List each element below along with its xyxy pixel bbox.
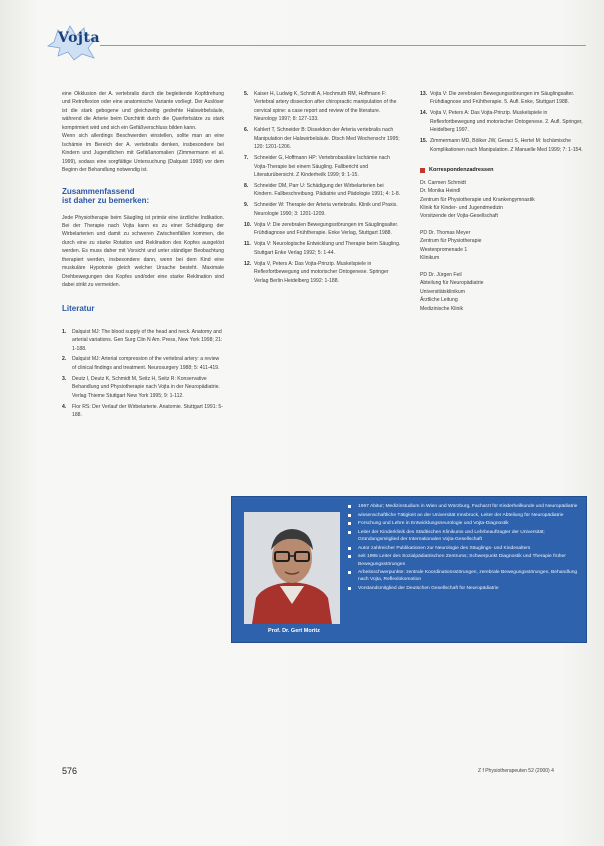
column-3	[420, 90, 586, 321]
reference-list	[244, 90, 404, 285]
journal-footer: Z f Physiotherapeuten 52 (2000) 4	[478, 768, 554, 774]
reference-item: 14. Vojta V, Peters A: Das Vojta-Prinzip. Muskelspiele in Reflexfortbewegung und motorischer Ontogenese. 2. Aufl. Springer, Heidelberg 1997.	[420, 110, 583, 134]
reference-item: 9. Schneider W: Therapie der Arteria vertebralis. Klinik und Praxis. Neurologie 1990; 3: 1201-1209.	[244, 202, 398, 217]
reference-item: 10. Vojta V: Die zerebralen Bewegungsstörungen im Säuglingsalter. Frühdiagnose und Frühtherapie. Enke Verlag, Stuttgart 1988.	[244, 221, 399, 237]
bio-item: Forschung und Lehre in Entwicklungsneurologie und Vojta-Diagnostik	[346, 520, 582, 527]
reference-item: 2. Dalquist MJ: Arterial compression of the vertebral artery: a review of clinical findings and treatment. Neurosurgery 1988; 5: 411-419.	[62, 356, 220, 371]
bio-item: wissenschaftliche Tätigkeit an der Universität Innsbruck, Leiter der Abteilung für Neuropädiatrie	[346, 512, 582, 519]
header-rule	[100, 45, 586, 46]
reference-item: 13. Vojta V: Die zerebralen Bewegungsstörungen im Säuglingsalter. Frühdiagnose und Frühtherapie. 5. Aufl. Enke, Stuttgart 1988.	[420, 91, 575, 106]
portrait-icon	[244, 512, 340, 624]
correspondence-addresses	[420, 179, 586, 313]
reference-list	[62, 328, 224, 420]
logo-text: Vojta	[58, 30, 101, 46]
address-block: PD Dr. Thomas Meyer Zentrum für Physiotherapie Westenpromenade 1 Klinikum	[420, 229, 482, 262]
bio-item: Vorstandsmitglied der Deutschen Gesellschaft für Neuropädiatrie	[346, 585, 582, 592]
address-block: Dr. Carmen Schmidt Dr. Monika Heindl Zentrum für Physiotherapie und Krankengymnastik Klinik für Kinder- und Jugendmedizin Vorsitzende der Vojta-Gesellschaft	[420, 179, 535, 220]
reference-item: 8. Schneider DM, Parr U: Schädigung der Wirbelarterien bei Kindern. Fallbeschreibung. Pädiatrie und Pädologie 1991; 4: 1-8.	[244, 183, 401, 198]
reference-item: 1. Dalquist MJ: The blood supply of the head and neck. Anatomy and arterial variations. Gen Surg Clin N Am. Press, New York 1998; 21: 1-188.	[62, 328, 223, 352]
bio-item: 1967 Abitur; Medizinstudium in Wien und Würzburg, Facharzt für Kinderheilkunde und Neuropädiatrie	[346, 503, 582, 510]
bio-item: Arbeitsschwerpunkte: zentrale Koordinationsstörungen, zerebrale Bewegungsstörungen, Behandlung nach Vojta, Reflexlokomotion	[346, 569, 582, 584]
reference-item: 6. Kahlert T, Schneider B: Dissektion der Arteria vertebralis nach Manipulation der Halswirbelsäule. Dtsch Med Wochenschr 1995; 120: 1201-1206.	[244, 127, 400, 151]
bio-item: Leiter der Kinderklinik des Städtischen Klinikums und Lehrbeauftragter der Universität; Gründungsmitglied der Internationalen Vojta-Gesellschaft	[346, 529, 582, 544]
bio-item: Autor zahlreicher Publikationen zur Neurologie des Säuglings- und Kindesalters	[346, 545, 582, 552]
reference-item: 11. Vojta V: Neurologische Entwicklung und Therapie beim Säugling. Stuttgart Enke Verlag 1992; 5: 1-44.	[244, 241, 401, 256]
page-number: 576	[62, 766, 78, 776]
address-block: PD Dr. Jürgen Feil Abteilung für Neuropädiatrie Universitätsklinikum Ärztliche Leitung Medizinische Klinik	[420, 271, 484, 312]
column-2	[244, 90, 404, 288]
author-photo	[244, 512, 340, 624]
column-1	[62, 90, 224, 422]
paragraph: eine Okklusion der A. vertebralis durch die begleitende Kopfdrehung und Retroflexion oder eine anatomische Variante vorliegt. Der Auslöser ist die stark gebogene und gleichzeitig gedrehte Halswirbelsäule, während die Arterie beim Durchtritt durch die Querfortsätze zu stark komprimiert wird und sich ein Gefäßverschluss bilden kann.	[62, 91, 224, 131]
reference-item: 15. Zimmermann MD, Bölker JW, Geraci S, Hertel M: Ischämische Komplikationen nach Manipulation. Z Manuelle Med 1999; 7: 1-154.	[420, 138, 583, 153]
correspondence-heading: Korrespondenzadressen	[420, 166, 586, 174]
summary-text: Jede Physiotherapie beim Säugling ist primär eine ärztliche Indikation. Bei der Therapie nach Vojta kann es zu einer Schädigung der Wirbelarterien und damit zu schweren Zwischenfällen kommen, die durch eine zu starke Rotation und Reklination des Kopfes ausgelöst werden. Es muss daher mit Vorsicht und unter ständiger Beobachtung therapiert werden, insbesondere dann, wenn bei dem Kind eine muskuläre Hypotonie gleich welcher Ursache besteht. Maximale Drehbewegungen des Kopfes und/oder eine starke Reklination sind dabei strikt zu vermeiden.	[62, 214, 224, 289]
author-name: Prof. Dr. Gert Moritz	[268, 628, 320, 634]
paragraph: Wenn sich allerdings Beschwerden einstellen, sollte man an eine Ischämie im Bereich der A. vertebralis denken, insbesondere bei Kindern und Jugendlichen mit Gefäßanomalien (Zimmermann et al. 1999), sodass eine sorgfältige Untersuchung (Dalquist 1998) vor dem Beginn der Behandlung notwendig ist.	[62, 133, 224, 174]
bio-item: seit 1995 Leiter des Sozialpädiatrischen Zentrums; Schwerpunkt Diagnostik und Therapie früher Bewegungsstörungen	[346, 553, 582, 568]
reference-item: 12. Vojta V, Peters A: Das Vojta-Prinzip. Muskelspiele in Reflexfortbewegung und motorischer Ontogenese. Springer Verlag Berlin Heidelberg 1992: 1-188.	[244, 260, 389, 284]
reference-item: 3. Deutz I, Deutz K, Schmidt M, Seitz H, Seitz R: Konservative Behandlung und Physiotherapie nach Vojta in der Neuropädiatrie. Verlag Thieme Stuttgart New York 1995; 9: 1-112.	[62, 375, 220, 399]
reference-list	[420, 90, 586, 154]
literatur-heading: Literatur	[62, 303, 95, 313]
reference-item: 4. Flor RS: Der Verlauf der Wirbelarterie. Anatomie. Stuttgart 1991: 5-188.	[62, 403, 223, 419]
reference-item: 7. Schneider G, Hoffmann HP: Vertebrobasiläre Ischämie nach Vojta-Therapie bei einem Säugling. Fallbericht und Literaturübersicht. Z Kinderheilk 1999; 9: 1-15.	[244, 155, 390, 179]
reference-item: 5. Kaiser H, Ludwig K, Schnitt A, Hochmuth RM, Hoffmann F: Vertebral artery dissection after chiropractic manipulation of the cervical spine: a case report and review of the literature. Neurology 1997; 8: 127-133.	[244, 91, 397, 123]
summary-heading: Zusammenfassend ist daher zu bemerken:	[62, 186, 150, 206]
bio-list	[346, 503, 582, 594]
